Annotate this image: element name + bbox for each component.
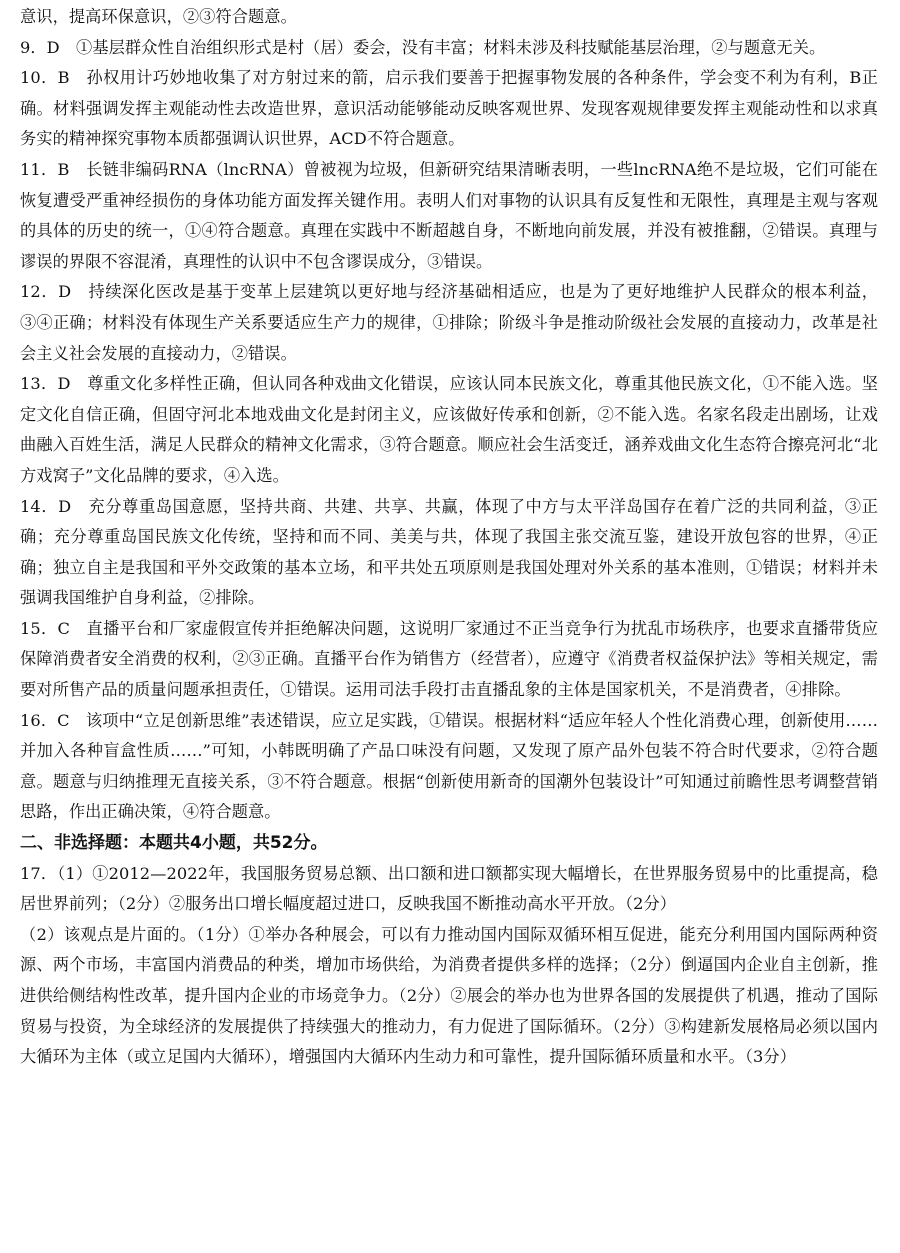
answer-item-13: 13．D 尊重文化多样性正确，但认同各种戏曲文化错误，应该认同本民族文化，尊重其他民族文化，①不能入选。坚定文化自信正确，但固守河北本地戏曲文化是封闭主义，应该做好传承和创新，②不能入选。名家名段走出剧场，让戏曲融入百姓生活，满足人民群众的精神文化需求，③符合题意。顺应社会生活变迁，涵养戏曲文化生态符合擦亮河北“北方戏窝子”文化品牌的要求，④入选。 <box>20 374 878 485</box>
answer-item-12: 12．D 持续深化医改是基于变革上层建筑以更好地与经济基础相适应，也是为了更好地维护人民群众的根本利益，③④正确；材料没有体现生产关系要适应生产力的规律，①排除；阶级斗争是推动阶级社会发展的直接动力，改革是社会主义社会发展的直接动力，②错误。 <box>20 282 878 363</box>
answer-item-10: 10．B 孙权用计巧妙地收集了对方射过来的箭，启示我们要善于把握事物发展的各种条件，学会变不利为有利，B正确。材料强调发挥主观能动性去改造世界，意识活动能够能动反映客观世界、发现客观规律要发挥主观能动性和以求真务实的精神探究事物本质都强调认识世界，ACD不符合题意。 <box>20 68 878 149</box>
answer-item-9: 9．D ①基层群众性自治组织形式是村（居）委会，没有丰富；材料未涉及科技赋能基层治理，②与题意无关。 <box>20 37 826 57</box>
answer-item-15: 15．C 直播平台和厂家虚假宣传并拒绝解决问题，这说明厂家通过不正当竞争行为扰乱市场秩序，也要求直播带货应保障消费者安全消费的权利，②③正确。直播平台作为销售方（经营者），应遵守《消费者权益保护法》等相关规定，需要对所售产品的质量问题承担责任，①错误。运用司法手段打击直播乱象的主体是国家机关，不是消费者，④排除。 <box>20 618 878 700</box>
answer-item-17-part-2: （2）该观点是片面的。（1分）①举办各种展会，可以有力推动国内国际双循环相互促进，能充分利用国内国际两种资源、两个市场，丰富国内消费品的种类，增加市场供给，为消费者提供多样的选择；（2分）倒逼国内企业自主创新，推进供给侧结构性改革，提升国内企业的市场竞争力。（2分）②展会的举办也为世界各国的发展提供了机遇，推动了国际贸易与投资，为全球经济的发展提供了持续强大的推动力，有力促进了国际循环。（2分）③构建新发展格局必须以国内大循环为主体（或立足国内大循环），增强国内大循环内生动力和可靠性，提升国际循环质量和水平。（3分） <box>20 924 878 1067</box>
section-heading: 二、非选择题：本题共4小题，共52分。 <box>20 833 328 854</box>
answer-item-16: 16．C 该项中“立足创新思维”表述错误，应立足实践，①错误。根据材料“适应年轻人个性化消费心理，创新使用……并加入各种盲盒性质……”可知，小韩既明确了产品口味没有问题，又发现了原产品外包装不符合时代要求，②符合题意。题意与归纳推理无直接关系，③不符合题意。根据“创新使用新奇的国潮外包装设计”可知通过前瞻性思考调整营销思路，作出正确决策，④符合题意。 <box>20 710 878 822</box>
answer-continuation: 意识，提高环保意识，②③符合题意。 <box>20 7 297 26</box>
answer-item-11: 11．B 长链非编码RNA（lncRNA）曾被视为垃圾，但新研究结果清晰表明，一些lncRNA绝不是垃圾，它们可能在恢复遭受严重神经损伤的身体功能方面发挥关键作用。表明人们对事物的认识具有反复性和无限性，真理是主观与客观的具体的历史的统一，①④符合题意。真理在实践中不断超越自身，不断地向前发展，并没有被推翻，②错误。真理与谬误的界限不容混淆，真理性的认识中不包含谬误成分，③错误。 <box>20 159 878 271</box>
answer-item-14: 14．D 充分尊重岛国意愿，坚持共商、共建、共享、共赢，体现了中方与太平洋岛国存在着广泛的共同利益，③正确；充分尊重岛国民族文化传统，坚持和而不同、美美与共，体现了我国主张交流互鉴，建设开放包容的世界，④正确；独立自主是我国和平外交政策的基本立场，和平共处五项原则是我国处理对外关系的基本准则，①错误；材料并未强调我国维护自身利益，②排除。 <box>20 496 878 608</box>
answer-document <box>20 2 878 1073</box>
answer-item-17-part-1: 17．（1）①2012—2022年，我国服务贸易总额、出口额和进口额都实现大幅增长，在世界服务贸易中的比重提高，稳居世界前列；（2分）②服务出口增长幅度超过进口，反映我国不断推动高水平开放。（2分） <box>20 863 878 914</box>
